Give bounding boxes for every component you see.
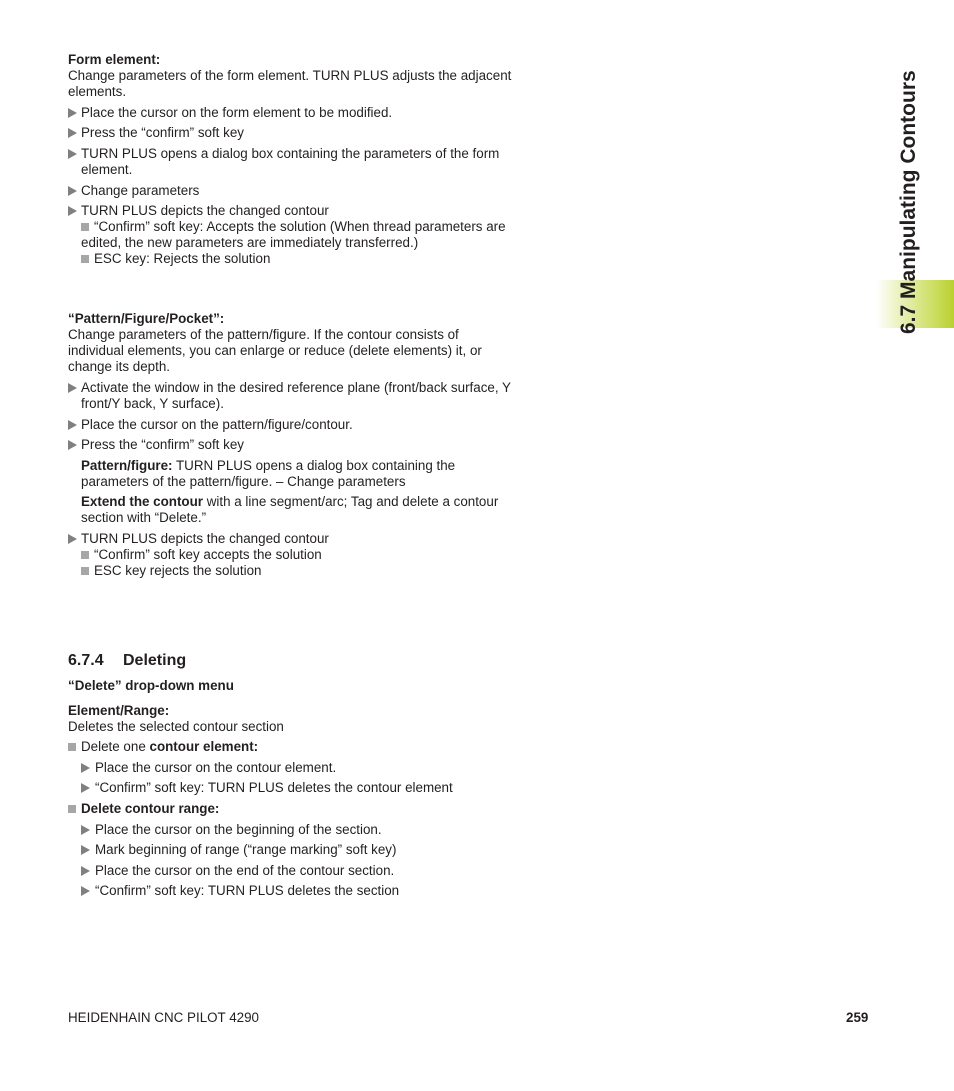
square-bullet-icon bbox=[68, 805, 76, 813]
step: Press the “confirm” soft key bbox=[68, 437, 513, 453]
element-range-desc: Deletes the selected contour section bbox=[68, 719, 284, 734]
triangle-bullet-icon bbox=[68, 108, 77, 118]
delete-element-item: Delete one contour element: bbox=[68, 739, 513, 755]
pattern-heading: “Pattern/Figure/Pocket”: bbox=[68, 311, 225, 326]
pattern-desc: Change parameters of the pattern/figure. If the contour consists of individual elements, you can enlarge or reduce (delete elements) it, or change its depth. bbox=[68, 327, 482, 374]
delete-range-steps bbox=[68, 822, 513, 899]
chapter-title: 6.7 Manipulating Contours bbox=[897, 70, 920, 334]
step: Place the cursor on the pattern/figure/contour. bbox=[68, 417, 513, 433]
triangle-bullet-icon bbox=[68, 534, 77, 544]
step: Change parameters bbox=[68, 183, 513, 199]
step: “Confirm” soft key: TURN PLUS deletes the contour element bbox=[81, 780, 513, 796]
step: Press the “confirm” soft key bbox=[68, 125, 513, 141]
step: Mark beginning of range (“range marking” soft key) bbox=[81, 842, 513, 858]
step: TURN PLUS opens a dialog box containing the parameters of the form element. bbox=[68, 146, 513, 178]
square-bullet-icon bbox=[81, 255, 89, 263]
extend-contour-note: Extend the contour with a line segment/arc; Tag and delete a contour section with “Delete.” bbox=[81, 494, 499, 525]
triangle-bullet-icon bbox=[81, 763, 90, 773]
triangle-bullet-icon bbox=[81, 866, 90, 876]
option: ESC key rejects the solution bbox=[68, 563, 513, 579]
delete-range-item: Delete contour range: bbox=[68, 801, 513, 817]
square-bullet-icon bbox=[81, 551, 89, 559]
triangle-bullet-icon bbox=[81, 825, 90, 835]
page-content bbox=[68, 52, 513, 899]
square-bullet-icon bbox=[68, 743, 76, 751]
square-bullet-icon bbox=[81, 567, 89, 575]
triangle-bullet-icon bbox=[81, 886, 90, 896]
triangle-bullet-icon bbox=[68, 186, 77, 196]
triangle-bullet-icon bbox=[68, 420, 77, 430]
triangle-bullet-icon bbox=[68, 149, 77, 159]
triangle-bullet-icon bbox=[68, 383, 77, 393]
step: TURN PLUS depicts the changed contour bbox=[68, 203, 513, 219]
step: Place the cursor on the form element to be modified. bbox=[68, 105, 513, 121]
step: Place the cursor on the beginning of the section. bbox=[81, 822, 513, 838]
step: Place the cursor on the end of the contour section. bbox=[81, 863, 513, 879]
pattern-figure-note: Pattern/figure: TURN PLUS opens a dialog box containing the parameters of the pattern/figure. – Change parameters bbox=[81, 458, 456, 489]
footer-product: HEIDENHAIN CNC PILOT 4290 bbox=[68, 1010, 259, 1025]
page-number: 259 bbox=[846, 1010, 869, 1025]
triangle-bullet-icon bbox=[81, 845, 90, 855]
triangle-bullet-icon bbox=[68, 440, 77, 450]
option: ESC key: Rejects the solution bbox=[68, 251, 513, 267]
option: “Confirm” soft key accepts the solution bbox=[68, 547, 513, 563]
delete-element-steps bbox=[68, 760, 513, 796]
element-range-heading: Element/Range: bbox=[68, 703, 170, 718]
form-element-desc: Change parameters of the form element. TURN PLUS adjusts the adjacent elements. bbox=[68, 68, 512, 99]
square-bullet-icon bbox=[81, 223, 89, 231]
step: Activate the window in the desired reference plane (front/back surface, Y front/Y back, Y surface). bbox=[68, 380, 513, 412]
option: “Confirm” soft key: Accepts the solution (When thread parameters are edited, the new parameters are immediately transferred.) bbox=[81, 219, 506, 250]
section-heading: 6.7.4 Deleting bbox=[68, 652, 187, 669]
form-element-heading: Form element: bbox=[68, 52, 161, 67]
step: Place the cursor on the contour element. bbox=[81, 760, 513, 776]
triangle-bullet-icon bbox=[81, 783, 90, 793]
step: “Confirm” soft key: TURN PLUS deletes the section bbox=[81, 883, 513, 899]
delete-menu-heading: “Delete” drop-down menu bbox=[68, 678, 234, 693]
triangle-bullet-icon bbox=[68, 206, 77, 216]
step: TURN PLUS depicts the changed contour bbox=[68, 531, 513, 547]
triangle-bullet-icon bbox=[68, 128, 77, 138]
